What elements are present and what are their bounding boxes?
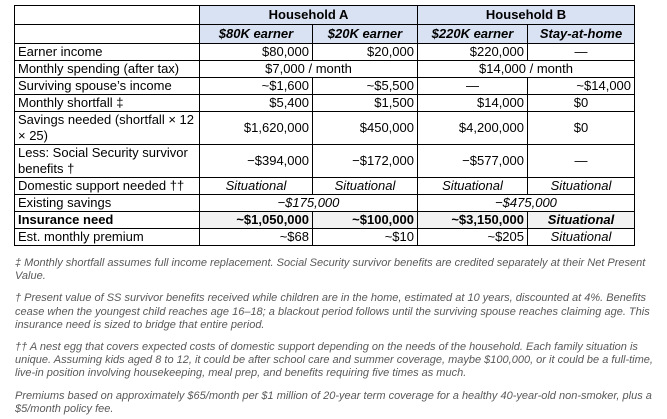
cell-value: $0 bbox=[528, 95, 635, 112]
row-label: Monthly spending (after tax) bbox=[15, 61, 200, 78]
row-label: Monthly shortfall ‡ bbox=[15, 95, 200, 112]
cell-value: −$577,000 bbox=[418, 145, 528, 178]
row-label: Surviving spouse’s income bbox=[15, 78, 200, 95]
cell-value: Situational bbox=[313, 178, 418, 195]
table-row bbox=[15, 178, 635, 195]
cell-value: Situational bbox=[418, 178, 528, 195]
table-row bbox=[15, 95, 635, 112]
cell-value: ~$100,000 bbox=[313, 212, 418, 229]
table-row bbox=[15, 78, 635, 95]
table-header-households bbox=[15, 6, 635, 25]
table-row-insurance-need bbox=[15, 212, 635, 229]
footnote-domestic-support: †† A nest egg that covers expected costs of domestic support depending on the needs of the household. Each family situation is unique. Assuming kids aged 8 to 12, it could be after school care and summer coverage, maybe $100,000, or it could be a full-time, live-in position involving housekeeping, meal prep, and benefits requiring five times as much. bbox=[15, 340, 653, 380]
cell-value: ~$205 bbox=[418, 229, 528, 246]
cell-value: ~$1,600 bbox=[200, 78, 313, 95]
cell-value: ~$10 bbox=[313, 229, 418, 246]
header-empty-cell bbox=[15, 25, 200, 44]
column-header: $20K earner bbox=[313, 25, 418, 44]
cell-value: Situational bbox=[528, 178, 635, 195]
cell-value: $4,200,000 bbox=[418, 112, 528, 145]
cell-value: ~$14,000 bbox=[528, 78, 635, 95]
cell-value: −$394,000 bbox=[200, 145, 313, 178]
cell-value-merged: $14,000 / month bbox=[418, 61, 635, 78]
cell-value: $220,000 bbox=[418, 44, 528, 61]
column-header: $220K earner bbox=[418, 25, 528, 44]
cell-value: — bbox=[528, 44, 635, 61]
table-header-earners bbox=[15, 25, 635, 44]
cell-value: $450,000 bbox=[313, 112, 418, 145]
row-label: Savings needed (shortfall × 12 × 25) bbox=[15, 112, 200, 145]
cell-value: $80,000 bbox=[200, 44, 313, 61]
table-row bbox=[15, 145, 635, 178]
cell-value: $1,500 bbox=[313, 95, 418, 112]
household-a-header: Household A bbox=[200, 6, 418, 25]
header-empty-cell bbox=[15, 6, 200, 25]
row-label: Existing savings bbox=[15, 195, 200, 212]
row-label: Insurance need bbox=[15, 212, 200, 229]
table-row bbox=[15, 44, 635, 61]
cell-value: Situational bbox=[528, 212, 635, 229]
row-label: Less: Social Security survivor benefits † bbox=[15, 145, 200, 178]
column-header: Stay-at-home bbox=[528, 25, 635, 44]
cell-value: — bbox=[528, 145, 635, 178]
cell-value: Situational bbox=[528, 229, 635, 246]
cell-value: ~$3,150,000 bbox=[418, 212, 528, 229]
cell-value-merged: −$475,000 bbox=[418, 195, 635, 212]
footnote-monthly-shortfall: ‡ Monthly shortfall assumes full income replacement. Social Security survivor benefits are credited separately at their Net Present Value. bbox=[15, 257, 646, 283]
cell-value: $14,000 bbox=[418, 95, 528, 112]
cell-value: $5,400 bbox=[200, 95, 313, 112]
footnote-premiums: Premiums based on approximately $65/month per $1 million of 20-year term coverage for a healthy 40-year-old non-smoker, plus a $5/month policy fee. bbox=[15, 389, 652, 415]
cell-value-merged: $7,000 / month bbox=[200, 61, 418, 78]
cell-value: ~$68 bbox=[200, 229, 313, 246]
cell-value: $0 bbox=[528, 112, 635, 145]
table-row bbox=[15, 61, 635, 78]
cell-value: $20,000 bbox=[313, 44, 418, 61]
cell-value: Situational bbox=[200, 178, 313, 195]
row-label: Est. monthly premium bbox=[15, 229, 200, 246]
row-label: Earner income bbox=[15, 44, 200, 61]
cell-value: ~$5,500 bbox=[313, 78, 418, 95]
table-row bbox=[15, 112, 635, 145]
footnotes bbox=[14, 257, 659, 416]
cell-value: $1,620,000 bbox=[200, 112, 313, 145]
household-b-header: Household B bbox=[418, 6, 635, 25]
cell-value-merged: −$175,000 bbox=[200, 195, 418, 212]
row-label: Domestic support needed †† bbox=[15, 178, 200, 195]
cell-value: — bbox=[418, 78, 528, 95]
cell-value: ~$1,050,000 bbox=[200, 212, 313, 229]
footnote-ss-survivor-benefits: † Present value of SS survivor benefits received while children are in the home, estimated at 10 years, discounted at 4%. Benefits cease when the youngest child reaches age 16–18; a blackout period follows until the surviving spouse reaches claiming age. This insurance need is sized to bridge that entire period. bbox=[15, 292, 650, 331]
table-row bbox=[15, 229, 635, 246]
column-header: $80K earner bbox=[200, 25, 313, 44]
cell-value: −$172,000 bbox=[313, 145, 418, 178]
insurance-needs-table bbox=[14, 5, 635, 246]
table-row bbox=[15, 195, 635, 212]
